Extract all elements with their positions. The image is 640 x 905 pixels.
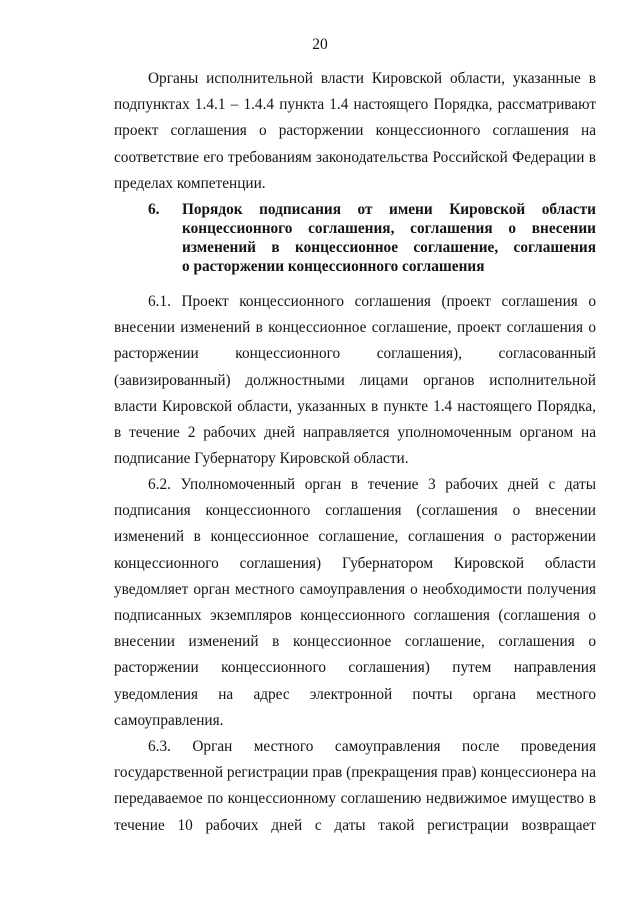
paragraph-6-2: 6.2. Уполномоченный орган в течение 3 рабочих дней с даты подписания концессионного соглашения (соглашения о внесении изменений в концессионное соглашение, соглашения о расторжении концессионного соглашения) Губернатором Кировской области уведомляет орган местного самоуправления о необходимости получения подписанных экземпляров концессионного соглашения (соглашения о внесении изменений в концессионное соглашение, соглашения о расторжении концессионного соглашения) путем направления уведомления на адрес электронной почты органа местного самоуправления. (114, 476, 596, 729)
section-title-line: о расторжении концессионного соглашения (182, 258, 485, 275)
paragraph-review-termination: Органы исполнительной власти Кировской области, указанные в подпунктах 1.4.1 – 1.4.4 пункта 1.4 настоящего Порядка, рассматривают проект соглашения о расторжении концессионного соглашения на соответствие его требованиям законодательства Российской Федерации в пределах компетенции. (114, 70, 596, 192)
section-title-line: Порядок подписания от имени Кировской области (182, 201, 596, 218)
section-number: 6. (148, 201, 160, 218)
section-title-line: концессионного соглашения, соглашения о внесении (182, 220, 596, 237)
section-title (182, 200, 596, 276)
section-title-line: изменений в концессионное соглашение, соглашения (182, 239, 596, 256)
page-number: 20 (312, 36, 328, 53)
paragraph-6-3: 6.3. Орган местного самоуправления после проведения государственной регистрации прав (прекращения прав) концессионера на передаваемое по концессионному соглашению недвижимое имущество в течение 10 рабочих дней с даты такой регистрации возвращает (114, 738, 596, 834)
paragraph-6-1: 6.1. Проект концессионного соглашения (проект соглашения о внесении изменений в концессионное соглашение, проект соглашения о расторжении концессионного соглашения), согласованный (завизированный) должностными лицами органов исполнительной власти Кировской области, указанных в пункте 1.4 настоящего Порядка, в течение 2 рабочих дней направляется уполномоченным органом на подписание Губернатору Кировской области. (114, 293, 596, 468)
